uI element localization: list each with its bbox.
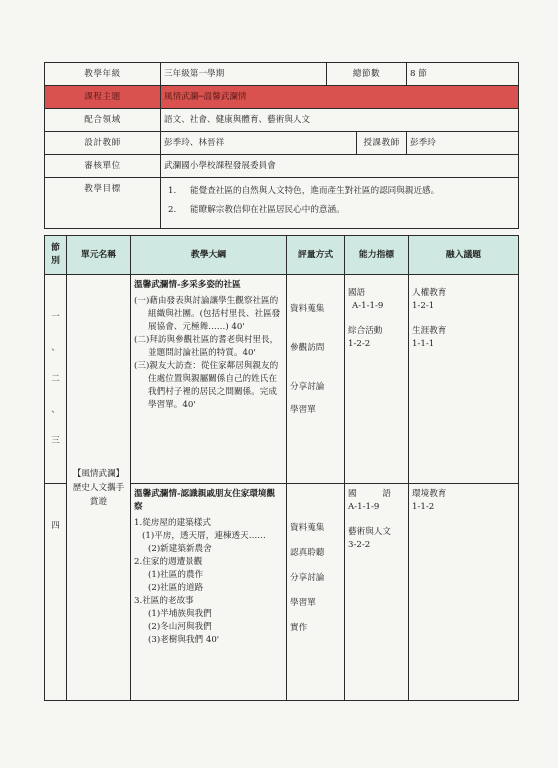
grade-label: 教學年級: [45, 63, 161, 86]
outline-item: (三)親友大訪查：從住家鄰居與親友的住處位置與親屬關係自己的姓氏在我們村子裡的居民之間關係。完成學習單。40': [134, 361, 279, 410]
outline-item: (1)社區的農作: [148, 570, 204, 580]
section-char: 一: [51, 312, 60, 322]
assessment-item: 分享討論: [290, 382, 325, 392]
assessment-item: 參觀訪問: [290, 343, 325, 353]
unit-name: [67, 275, 131, 701]
review-value: 武瀾國小學校課程發展委員會: [161, 155, 519, 178]
header-section: 節別: [45, 236, 67, 275]
header-assessment: 評量方式: [287, 236, 345, 275]
goals-cell: [161, 178, 519, 229]
domain-row: [45, 109, 519, 132]
teaching-plan-table: [44, 235, 519, 701]
header-unit: 單元名稱: [67, 236, 131, 275]
course-info-table: [44, 62, 519, 229]
designer-row: [45, 132, 519, 155]
goal-item: [164, 184, 515, 199]
plan-header-row: [45, 236, 519, 275]
indicators-cell: [345, 484, 409, 701]
goal-number: 2.: [168, 205, 177, 215]
outline-item: (1)平房，透天厝，連棟透天……: [142, 531, 266, 541]
indicators-cell: [345, 275, 409, 484]
issues-cell: [409, 484, 519, 701]
indicator-item: 1-2-2: [348, 339, 371, 349]
grade-value: 三年級第一學期: [161, 63, 327, 86]
section-cell: [45, 484, 67, 701]
header-outline: 教學大綱: [131, 236, 287, 275]
assessment-cell: [287, 484, 345, 701]
assessment-item: 認真聆聽: [290, 548, 325, 558]
header-indicators: 能力指標: [345, 236, 409, 275]
total-value: 8 節: [407, 63, 519, 86]
section-numbers: [48, 277, 63, 448]
issue-item: 1-2-1: [412, 301, 435, 311]
goal-item: [164, 203, 515, 218]
assessment-item: 分享討論: [290, 573, 325, 583]
indicator-item: 藝術與人文: [348, 527, 391, 537]
outline-cell: [131, 484, 287, 701]
indicator-item: 綜合活動: [348, 326, 383, 336]
total-label: 總節數: [327, 63, 407, 86]
outline-item: (3)老樹與我們 40': [148, 635, 220, 645]
section-char: 、: [51, 343, 60, 353]
teacher-label: 授課教師: [357, 132, 407, 155]
grade-row: [45, 63, 519, 86]
review-label: 審核單位: [45, 155, 161, 178]
header-issues: 融入議題: [409, 236, 519, 275]
goal-text: 能瞭解宗教信仰在社區居民心中的意涵。: [190, 205, 345, 215]
goals-label: 教學目標: [45, 178, 161, 229]
domain-value: 語文、社會、健康與體育、藝術與人文: [161, 109, 519, 132]
indicator-item: 國 語: [348, 489, 391, 499]
plan-row-1: [45, 275, 519, 484]
unit-name-text: 【風情武瀾】歷史人文攜手賞遊: [72, 468, 125, 507]
teacher-value: 彭季玲: [407, 132, 519, 155]
outline-item: 3.社區的老故事: [134, 596, 194, 606]
outline-cell: [131, 275, 287, 484]
outline-item: (2)社區的道路: [148, 583, 204, 593]
indicator-item: A-1-1-9: [352, 301, 384, 311]
issue-item: 1-1-1: [412, 339, 435, 349]
goal-text: 能覺查社區的自然與人文特色，進而產生對社區的認同與親近感。: [190, 186, 440, 196]
assessment-item: 資料蒐集: [290, 304, 325, 314]
assessment-item: 實作: [290, 623, 308, 633]
outline-title: 溫馨武瀾情-認識親戚朋友住家環境觀察: [134, 489, 276, 512]
outline-item: (1)半埔族與我們: [148, 609, 212, 619]
outline-item: (2)新建築新農舍: [148, 544, 212, 554]
course-row: [45, 86, 519, 109]
section-char: 二: [51, 374, 60, 384]
issue-item: 生涯教育: [412, 326, 447, 336]
goals-row: [45, 178, 519, 229]
section-char: 三: [51, 436, 60, 446]
section-cell: [45, 275, 67, 484]
domain-label: 配合領域: [45, 109, 161, 132]
assessment-item: 學習單: [290, 598, 316, 608]
issue-item: 環境教育: [412, 489, 447, 499]
course-label: 課程主題: [45, 86, 161, 109]
section-char: 、: [51, 405, 60, 415]
assessment-item: 學習單: [290, 405, 316, 415]
indicator-item: A-1-1-9: [348, 502, 380, 512]
issues-cell: [409, 275, 519, 484]
lesson-plan-sheet: [44, 62, 518, 701]
outline-item: (2)冬山河與我們: [148, 622, 212, 632]
course-value: 風情武瀾─溫馨武瀾情: [161, 86, 519, 109]
assessment-item: 資料蒐集: [290, 523, 325, 533]
indicator-item: 3-2-2: [348, 540, 371, 550]
outline-item: 2.住家的週遭景觀: [134, 557, 203, 567]
goals-list: [164, 180, 515, 226]
designer-value: 彭季玲、林晉祥: [161, 132, 357, 155]
issue-item: 人權教育: [412, 288, 447, 298]
assessment-cell: [287, 275, 345, 484]
designer-label: 設計教師: [45, 132, 161, 155]
outline-item: 1.從房屋的建築樣式: [134, 518, 211, 528]
review-row: [45, 155, 519, 178]
issue-item: 1-1-2: [412, 502, 435, 512]
indicator-item: 國語: [348, 288, 366, 298]
outline-item: (一)藉由發表與討論讓學生觀察社區的組織與社團。(包括村里長、社區發展協會、元極舞……) 40': [134, 296, 281, 332]
section-number: 四: [51, 521, 60, 531]
outline-item: (二)拜訪與參觀社區的耆老與村里長，並題問討論社區的特質。40': [134, 335, 279, 358]
goal-number: 1.: [168, 186, 177, 196]
outline-title: 溫馨武瀾情-多采多姿的社區: [134, 280, 241, 290]
